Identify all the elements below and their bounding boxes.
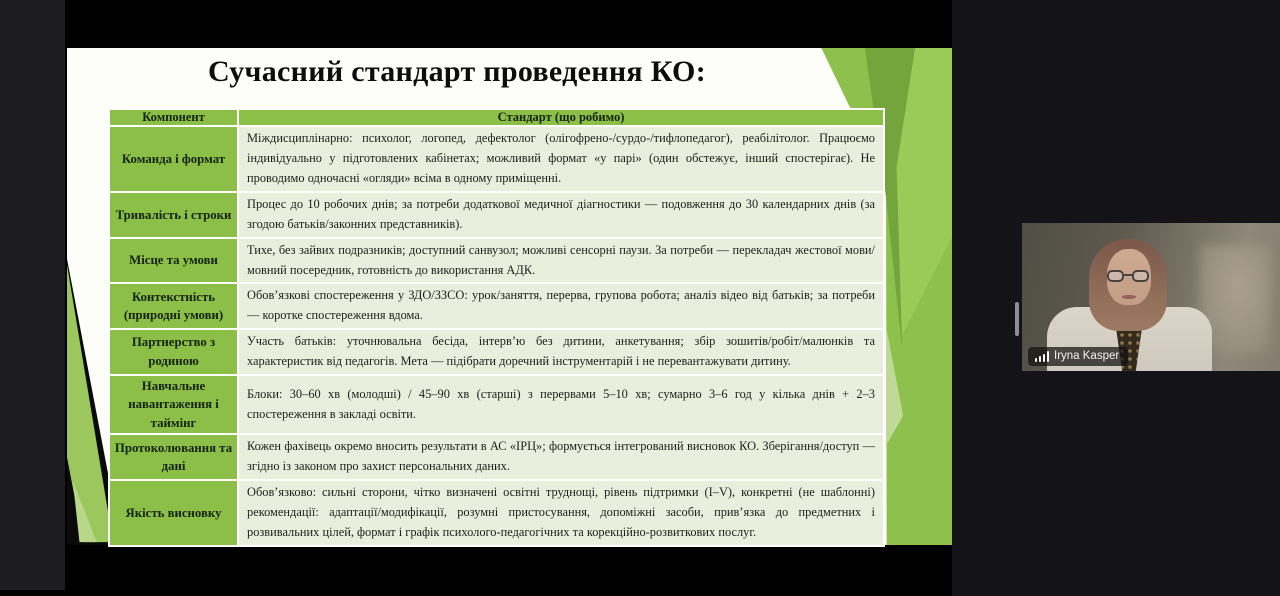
glasses-bridge [1124,274,1132,276]
left-rail [0,0,65,590]
standard-cell: Процес до 10 робочих днів; за потреби додаткової медичної діагностики — подовження до 30 календарних днів (за згодою батьків/законних представників). [238,192,884,238]
participant-name: Iryna Kasper [1054,350,1120,362]
component-cell: Якість висновку [109,480,238,546]
participant-name-tag [1028,347,1128,366]
table-row [109,329,884,375]
presentation-slide [67,48,952,545]
table-row [109,126,884,192]
standard-cell: Блоки: 30–60 хв (молодші) / 45–90 хв (старші) з перервами 5–10 хв; сумарно 3–6 год у кілька днів + 2–3 спостереження в закладі освіти. [238,375,884,435]
table-row [109,434,884,480]
standard-cell: Участь батьків: уточнювальна бесіда, інтерв’ю без дитини, анкетування; збір зошитів/робіт/малюнків та характеристик від педагогів. Мета — підібрати доречний інструментарій і не перевантажувати дитину. [238,329,884,375]
component-cell: Партнерство з родиною [109,329,238,375]
glasses-lens-right [1132,270,1149,282]
standard-cell: Обов’язково: сильні сторони, чітко визначені освітні труднощі, рівень підтримки (I–V), конкретні (не шаблонні) рекомендації: адаптації/модифікації, розумні пристосування, допоміжні засоби, прив’язка до предметних і розвивальних цілей, формат і графік психолого-педагогічних та корекційно-розвиткових послуг. [238,480,884,546]
component-cell: Протоколювання та дані [109,434,238,480]
component-cell: Місце та умови [109,238,238,284]
component-cell: Контекстність (природні умови) [109,283,238,329]
scrollbar-thumb[interactable] [1015,302,1019,336]
participant-mouth [1122,295,1136,299]
participant-video-tile[interactable] [1022,223,1280,371]
table-row [109,238,884,284]
component-cell: Тривалість і строки [109,192,238,238]
glasses-lens-left [1107,270,1124,282]
table-header-standard: Стандарт (що робимо) [238,109,884,126]
signal-bars-icon [1035,351,1049,362]
table-row [109,283,884,329]
standard-cell: Обов’язкові спостереження у ЗДО/ЗЗСО: урок/заняття, перерва, групова робота; аналіз відео від батьків; за потреби — коротке спостереження вдома. [238,283,884,329]
standard-cell: Тихе, без зайвих подразників; доступний санвузол; можливі сенсорні паузи. За потреби — перекладач жестової мови/мовний посередник, готовність до використання АДК. [238,238,884,284]
standards-table [108,108,885,547]
component-cell: Команда і формат [109,126,238,192]
table-row [109,480,884,546]
table-row [109,375,884,435]
table-header-component: Компонент [109,109,238,126]
slide-title: Сучасний стандарт проведення КО: [208,55,706,88]
component-cell: Навчальне навантаження і таймінг [109,375,238,435]
glasses-icon [1106,270,1152,284]
table-row [109,192,884,238]
standard-cell: Кожен фахівець окремо вносить результати в АС «ІРЦ»; формується інтегрований висновок КО. Зберігання/доступ — згідно із законом про захист персональних даних. [238,434,884,480]
standard-cell: Міждисциплінарно: психолог, логопед, дефектолог (олігофрено-/сурдо-/тифлопедагог), реабілітолог. Працюємо індивідуально у підготовлених кабінетах; можливий формат «у парі» (один обстежує, інший спостерігає). Не проводимо одночасні «огляди» всіма в одному приміщенні. [238,126,884,192]
table-header-row [109,109,884,126]
